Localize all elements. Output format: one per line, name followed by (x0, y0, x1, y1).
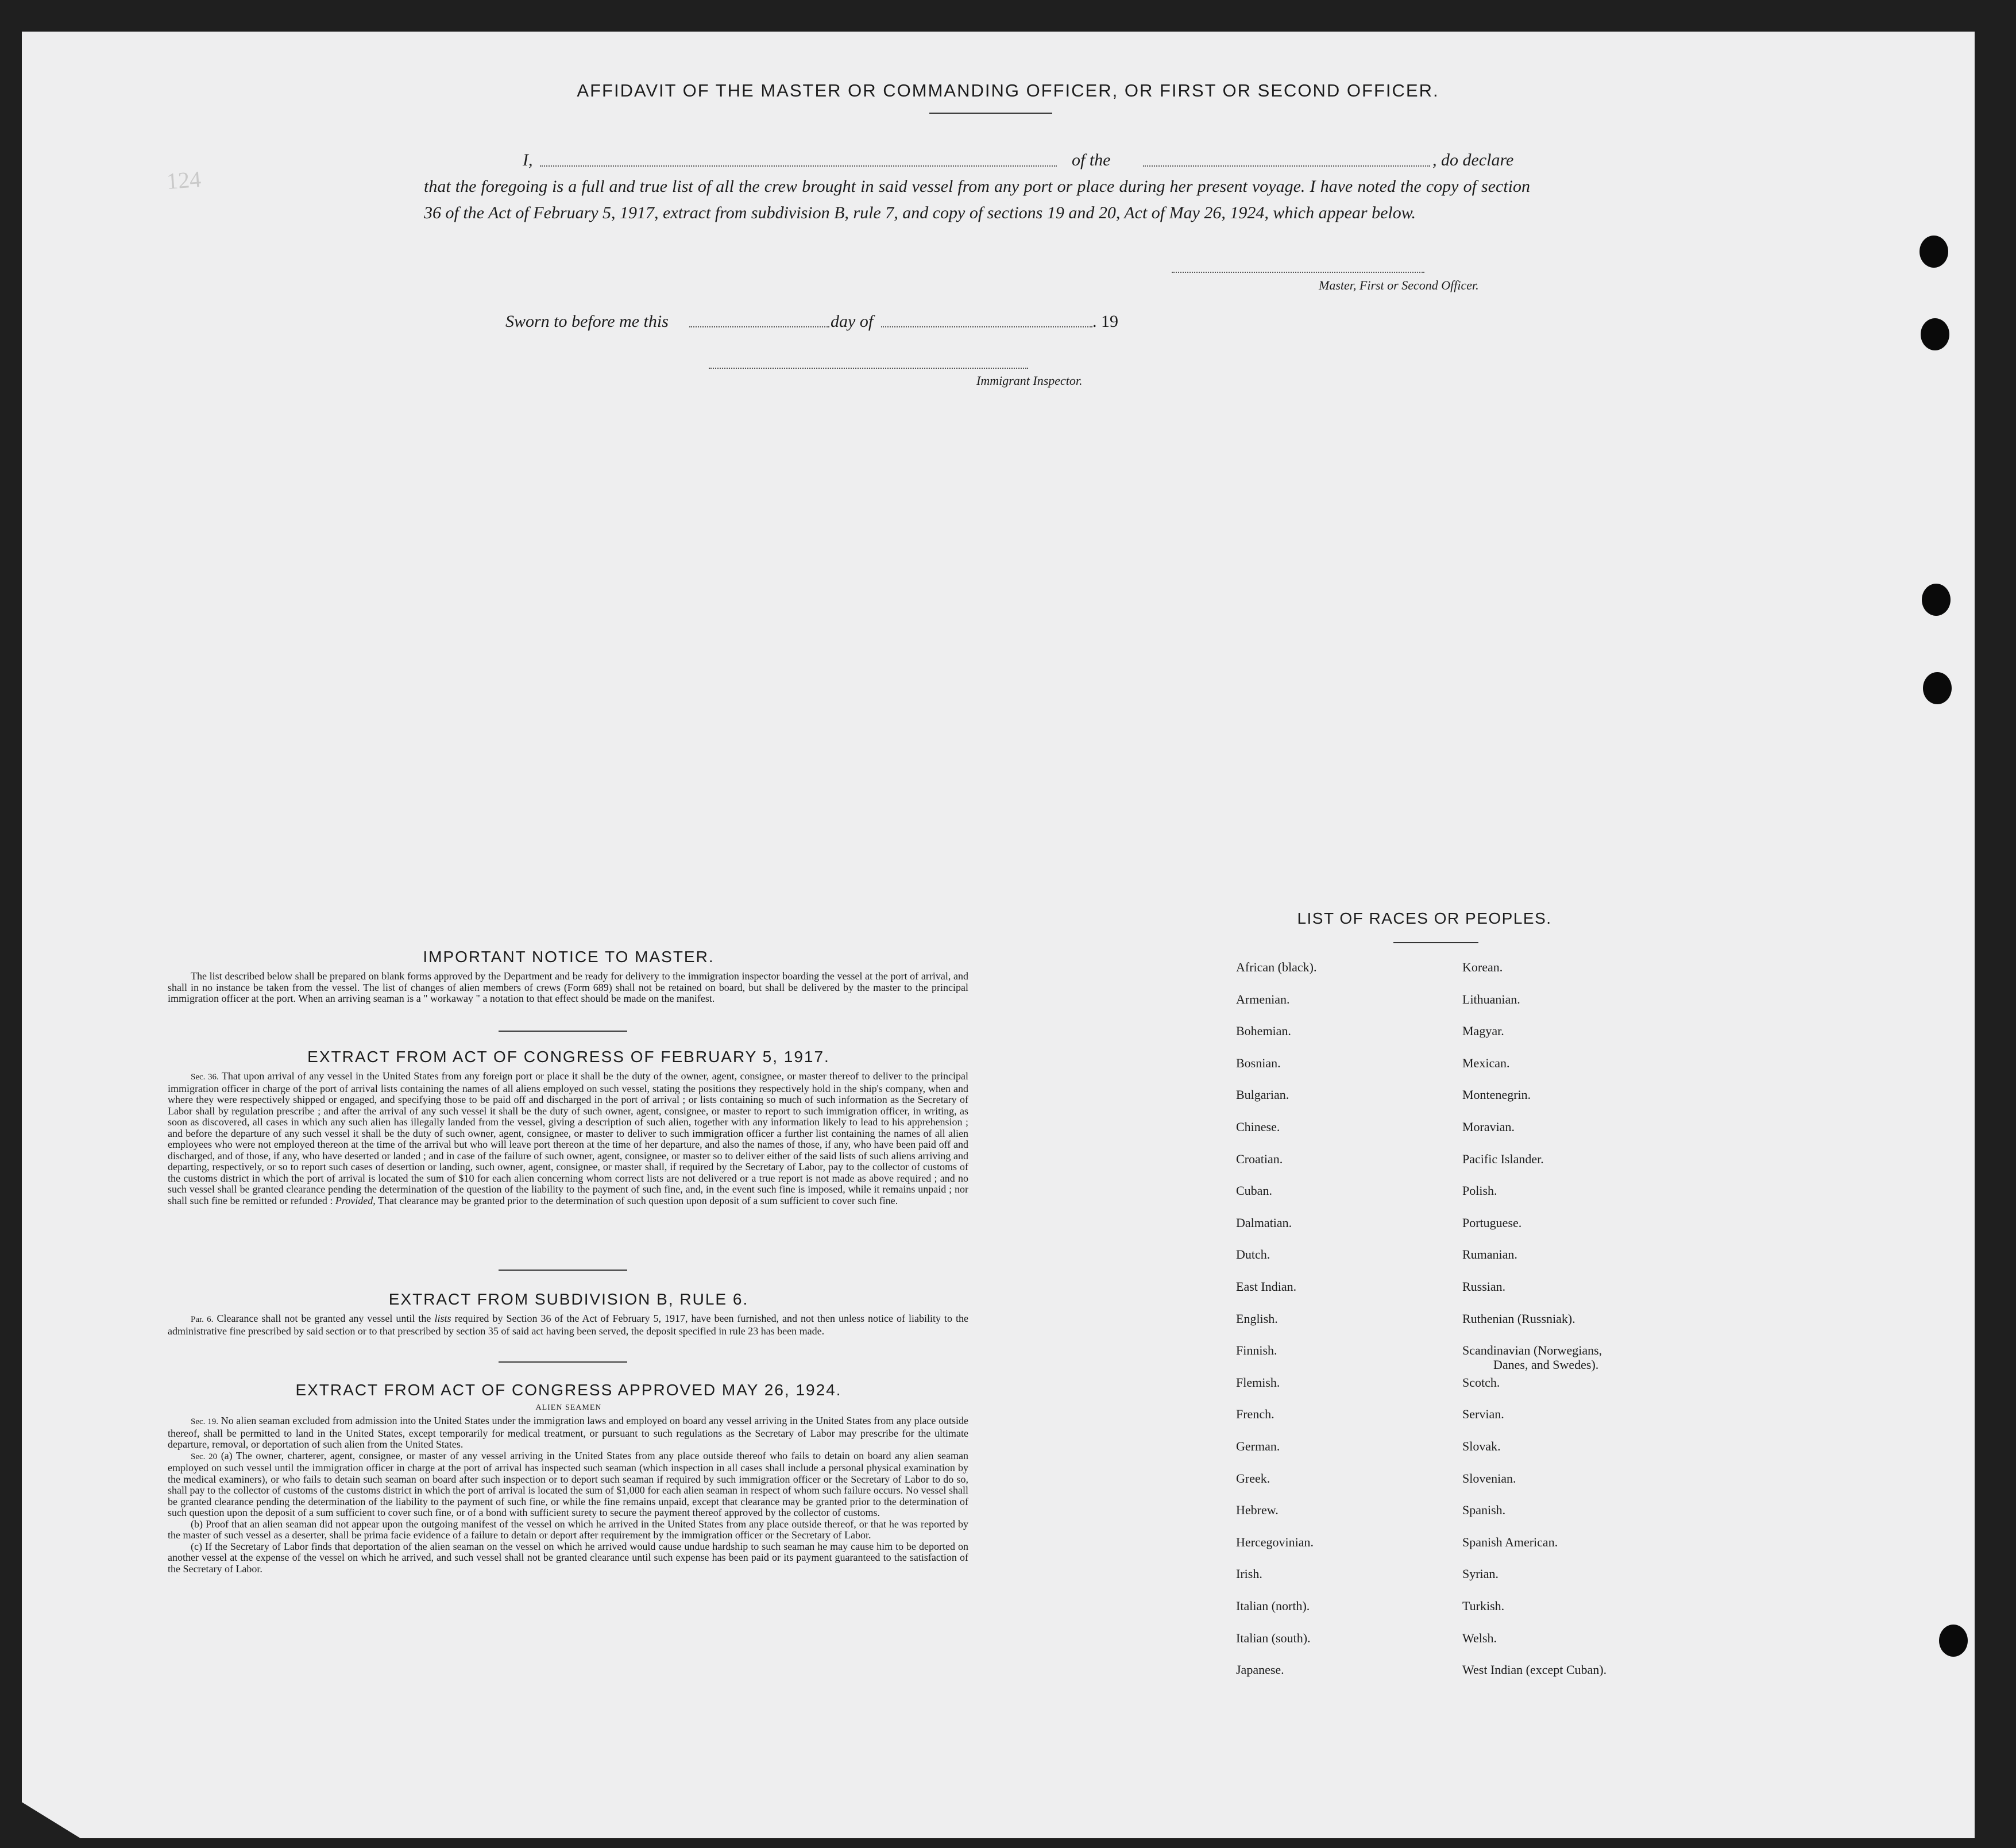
inspector-caption: Immigrant Inspector. (976, 373, 1083, 388)
extract-1924-text (168, 1415, 968, 1575)
section-label: Sec. 20 (191, 1452, 218, 1461)
race-item: Bohemian. (1236, 1024, 1291, 1039)
alien-seamen-subtitle: ALIEN SEAMEN (535, 1403, 602, 1412)
race-item: Lithuanian. (1462, 991, 1520, 1006)
race-item: Hercegovinian. (1236, 1534, 1314, 1549)
signature-line (1172, 272, 1424, 273)
sec-20a (168, 1450, 968, 1519)
race-item: Finnish. (1236, 1343, 1277, 1358)
race-item: Scandinavian (Norwegians, (1462, 1343, 1602, 1358)
title-underline (929, 113, 1052, 114)
punch-hole (1920, 236, 1948, 268)
race-item: Hebrew. (1236, 1503, 1279, 1518)
race-item: Scotch. (1462, 1375, 1500, 1390)
race-item: Chinese. (1236, 1120, 1280, 1134)
affidavit-do-declare: , do declare (1432, 151, 1514, 169)
race-item: Pacific Islander. (1462, 1151, 1544, 1166)
proviso-text: That clearance may be granted prior to the determination of such question upon deposit of a sum sufficient to cover such fine. (377, 1194, 898, 1206)
race-item: African (black). (1236, 960, 1317, 974)
race-item: Syrian. (1462, 1567, 1499, 1581)
race-item: Italian (north). (1236, 1599, 1310, 1613)
race-item: Croatian. (1236, 1151, 1283, 1166)
race-item: Korean. (1462, 960, 1503, 974)
race-item: Moravian. (1462, 1120, 1515, 1134)
divider (499, 1031, 627, 1032)
inspector-line (709, 368, 1028, 369)
race-item: Montenegrin. (1462, 1087, 1531, 1102)
punch-hole (1921, 318, 1949, 350)
race-item: Spanish. (1462, 1503, 1506, 1518)
race-item: Cuban. (1236, 1183, 1272, 1198)
affidavit-of-the: of the (1072, 151, 1111, 169)
race-item: Welsh. (1462, 1630, 1497, 1645)
sworn-prefix: Sworn to before me this (505, 312, 669, 331)
race-item: Rumanian. (1462, 1247, 1517, 1262)
race-item: Russian. (1462, 1279, 1506, 1294)
divider (499, 1270, 627, 1271)
sworn-day-blank (689, 326, 829, 327)
vessel-blank (1143, 165, 1430, 167)
punch-hole (1922, 584, 1951, 616)
race-item: Mexican. (1462, 1055, 1510, 1070)
race-item: Dutch. (1236, 1247, 1270, 1262)
punch-hole (1939, 1625, 1968, 1657)
sec-19-text: No alien seaman excluded from admission into the United States under the immigration laws and employed on board any vessel arriving in the United States from any place outside thereof, shall be permitted to land in the United States, except temporarily for medical treatment, or pursuant to such regulations as the Secretary of Labor may prescribe for the ultimate departure, removal, or deportation of such alien from the United States. (168, 1415, 969, 1450)
race-item: Slovenian. (1462, 1471, 1516, 1486)
extract-1924-title: EXTRACT FROM ACT OF CONGRESS APPROVED MAY 26, 1924. (295, 1381, 842, 1399)
rule6-text-b: required by Section 36 of the Act of February 5, 1917, have been furnished, and not then unless notice of liability to the administrative fine prescribed by said section or to that prescribed by section 35 of said act having been served, the deposit specified in rule 23 has been made. (168, 1313, 969, 1337)
punch-hole (1923, 672, 1952, 704)
race-item: Portuguese. (1462, 1215, 1522, 1230)
races-title-underline (1393, 942, 1478, 943)
race-item: Dalmatian. (1236, 1215, 1292, 1230)
race-item: Bulgarian. (1236, 1087, 1289, 1102)
race-item: Turkish. (1462, 1599, 1505, 1613)
race-item: Servian. (1462, 1407, 1504, 1422)
extract-rule6-text (168, 1313, 968, 1337)
extract-1917-text (168, 1071, 968, 1206)
race-item: Armenian. (1236, 991, 1290, 1006)
extract-1917-title: EXTRACT FROM ACT OF CONGRESS OF FEBRUARY 5, 1917. (307, 1048, 830, 1066)
affidavit-i-label: I, (523, 151, 533, 169)
race-item: German. (1236, 1439, 1280, 1453)
section-label: Par. 6. (191, 1315, 214, 1324)
sworn-year: . 19 (1092, 312, 1118, 331)
race-item: Bosnian. (1236, 1055, 1281, 1070)
race-item: French. (1236, 1407, 1275, 1422)
races-title: LIST OF RACES OR PEOPLES. (1297, 909, 1552, 927)
notice-title: IMPORTANT NOTICE TO MASTER. (423, 948, 715, 966)
sec-20b: (b) Proof that an alien seaman did not appear upon the outgoing manifest of the vessel on which he arrived in the United States from any place outside thereof, or that he was reported by the master of such vessel as a deserter, shall be prima facie evidence of a failure to detain or deport after requirement by the immigration officer or the Secretary of Labor. (168, 1518, 968, 1541)
race-item: Italian (south). (1236, 1630, 1311, 1645)
race-item: English. (1236, 1311, 1278, 1326)
race-item: Greek. (1236, 1471, 1270, 1486)
notice-text: The list described below shall be prepared on blank forms approved by the Department and be ready for delivery to the immigration inspector boarding the vessel at the port of arrival, and shall in no instance be taken from the vessel. The list of changes of alien members of crews (Form 689) shall not be retained on board, but shall be delivered by the master to the principal immigration officer at the port. When an arriving seaman is a " workaway " a notation to that effect should be made on the manifest. (168, 970, 968, 1004)
sworn-month-blank (881, 326, 1092, 327)
section-36-text: That upon arrival of any vessel in the United States from any foreign port or place it shall be the duty of the owner, agent, consignee, or master thereof to deliver to the principal immigration officer in charge of the port of arrival lists containing the names of all aliens employed on such vessel, stating the positions they respectively hold in the ship's company, when and where they were respectively shipped or engaged, and specifying those to be paid off and discharged in the port of arrival ; or lists containing so much of such information as the Secretary of Labor shall by regulation prescribe ; and after the arrival of any such vessel it shall be the duty of such owner, agent, consignee, or master to report to such immigration officer, in writing, as soon as discovered, all cases in which any such alien has illegally landed from the vessel, giving a description of such alien, together with any information likely to lead to his apprehension ; and before the departure of any such vessel it shall be the duty of such owner, agent, consignee, or master to deliver to such immigration officer a further list containing the names of all alien employees who were not employed thereon at the time of the arrival but who will leave port thereon at the time of her departure, and also the names of those, if any, who have been paid off and discharged, and of those, if any, who have deserted or landed ; and in case of the failure of such owner, agent, consignee, or master so to deliver either of the said lists of such aliens arriving and departing, respectively, or so to report such cases of desertion or landing, such owner, agent, consignee, or master shall, if required by the Secretary of Labor, pay to the collector of customs of the customs district in which the port of arrival is located the sum of $10 for each alien concerning whom correct lists are not delivered or a true report is not made as above required ; and no such vessel shall be granted clearance pending the determination of the question of the liability to the payment of such fine, and, in the event such fine is imposed, while it remains unpaid ; nor shall such fine be remitted or refunded : (168, 1070, 968, 1206)
section-label: Sec. 36. (191, 1072, 219, 1082)
race-item-continuation: Danes, and Swedes). (1493, 1357, 1599, 1372)
sec-20c: (c) If the Secretary of Labor finds that deportation of the alien seaman on the vessel on which he arrived would cause undue hardship to such seaman he may cause him to be deported on another vessel at the expense of the vessel on which he arrived, and such vessel shall not be granted clearance until such expense has been paid or its payment guaranteed to the satisfaction of the Secretary of Labor. (168, 1540, 968, 1575)
section-label: Sec. 19. (191, 1417, 219, 1426)
divider (499, 1361, 627, 1363)
race-item: East Indian. (1236, 1279, 1297, 1294)
race-item: Polish. (1462, 1183, 1497, 1198)
sec-19 (168, 1415, 968, 1450)
rule6-lists-word: lists (434, 1313, 451, 1324)
race-item: Ruthenian (Russniak). (1462, 1311, 1575, 1326)
signature-caption: Master, First or Second Officer. (1319, 278, 1479, 292)
race-item: Spanish American. (1462, 1534, 1558, 1549)
affidavit-title: AFFIDAVIT OF THE MASTER OR COMMANDING OFFICER, OR FIRST OR SECOND OFFICER. (577, 80, 1439, 101)
race-item: West Indian (except Cuban). (1462, 1662, 1607, 1677)
race-item: Irish. (1236, 1567, 1262, 1581)
rule6-text-a: Clearance shall not be granted any vessel until the (217, 1313, 431, 1324)
race-item: Japanese. (1236, 1662, 1284, 1677)
race-item: Flemish. (1236, 1375, 1280, 1390)
name-blank (540, 165, 1057, 167)
affidavit-body-text: that the foregoing is a full and true list of all the crew brought in said vessel from any port or place during her present voyage. I have noted the copy of section 36 of the Act of February 5, 1917, extract from subdivision B, rule 7, and copy of sections 19 and 20, Act of May 26, 1924, which appear below. (424, 177, 1530, 222)
sworn-day-label: day of (831, 312, 874, 331)
extract-rule6-title: EXTRACT FROM SUBDIVISION B, RULE 6. (388, 1290, 749, 1308)
proviso-label: Provided, (335, 1194, 376, 1206)
race-item: Magyar. (1462, 1024, 1504, 1039)
sec-20a-text: (a) The owner, charterer, agent, consignee, or master of any vessel arriving in the United States from any place outside thereof who fails to detain on board any alien seaman employed on such vessel until the immigration officer in charge at the port of arrival has inspected such seaman (which inspection in all cases shall include a personal physical examination by the medical examiners), or who fails to detain such seaman on board after such inspection or to deport such seaman if required by such immigration officer or the Secretary of Labor to do so, shall pay to the collector of customs of the customs district in which the port of arrival is located the sum of $1,000 for each alien seaman in respect of whom such failure occurs. No vessel shall be granted clearance pending the determination of the liability to the payment of such fine, or while the fine remains unpaid, except that clearance may be granted prior to the determination of such question upon the deposit of a sum sufficient to cover such fine, or of a bond with sufficient surety to secure the payment thereof approved by the collector of customs. (168, 1449, 968, 1518)
affidavit-body (424, 173, 1530, 226)
margin-mark: 124 (165, 165, 202, 195)
race-item: Slovak. (1462, 1439, 1501, 1453)
